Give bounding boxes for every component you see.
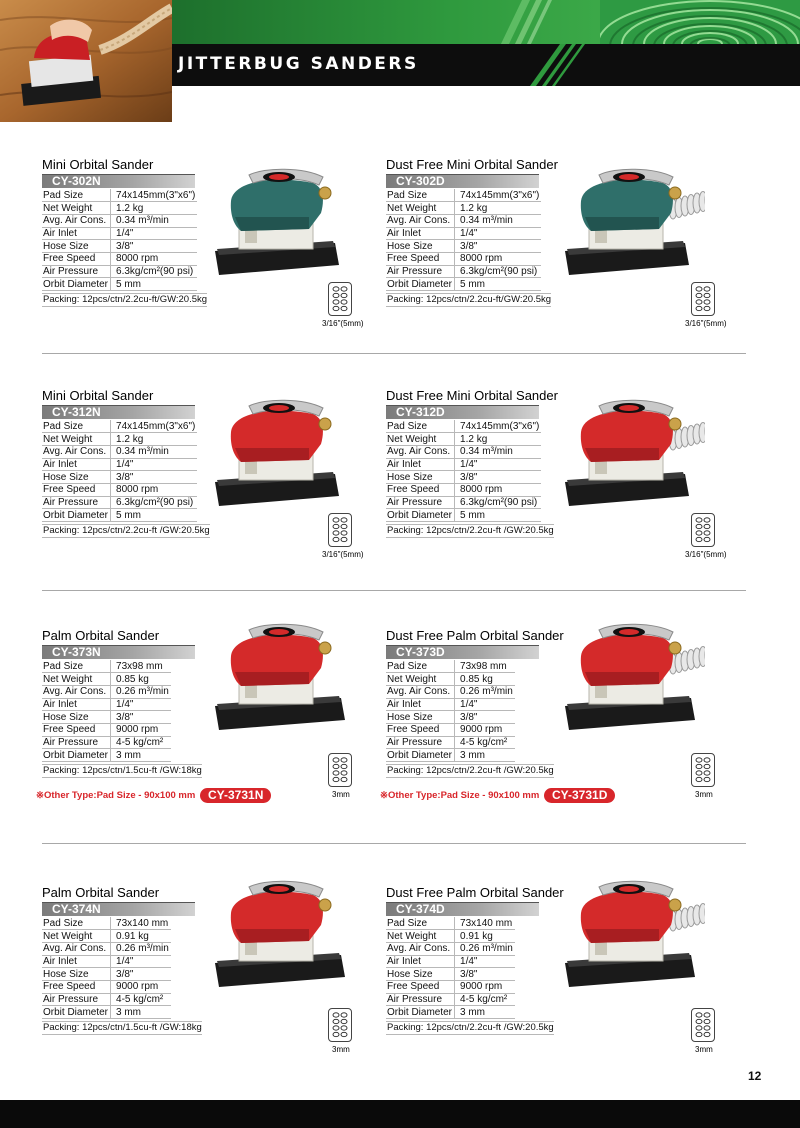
spec-row [386, 980, 515, 993]
spec-label: Avg. Air Cons. [42, 445, 111, 458]
dust-free-sander-photo [555, 620, 705, 745]
spec-row [386, 749, 515, 762]
spec-value: 3/8" [455, 471, 542, 484]
spec-value: 3/8" [111, 240, 198, 253]
spec-label: Hose Size [386, 711, 455, 724]
spec-value: 3/8" [111, 968, 171, 981]
orbit-pattern-icon [328, 282, 352, 316]
spec-row [42, 458, 197, 471]
spec-row [386, 471, 541, 484]
orbit-diameter-label: 3mm [695, 790, 713, 799]
spec-row [42, 749, 171, 762]
spec-value: 0.26 m³/min [111, 942, 171, 955]
spec-label: Air Pressure [386, 736, 455, 749]
spec-label: Free Speed [386, 723, 455, 736]
other-type-note: ※Other Type:Pad Size - 90x100 mm [380, 790, 540, 801]
spec-row [42, 227, 197, 240]
spec-label: Avg. Air Cons. [386, 685, 455, 698]
model-number: CY-373N [52, 645, 101, 659]
spec-value: 0.85 kg [455, 673, 515, 686]
spec-label: Pad Size [42, 420, 111, 433]
spec-label: Pad Size [386, 917, 455, 930]
spec-row [42, 278, 197, 291]
spec-value: 1/4" [111, 227, 198, 240]
packing-info: Packing: 12pcs/ctn/2.2cu-ft /GW:20.5kg [387, 764, 554, 776]
spec-label: Free Speed [386, 980, 455, 993]
spec-value: 0.34 m³/min [111, 214, 198, 227]
orbit-pattern-icon [328, 753, 352, 787]
spec-value: 73x98 mm [455, 660, 515, 673]
dust-free-sander-photo [555, 877, 705, 1002]
spec-row [386, 445, 541, 458]
model-number: CY-373D [396, 645, 445, 659]
spec-row [386, 917, 515, 930]
spec-table [386, 917, 515, 1019]
spec-value: 5 mm [111, 278, 198, 291]
page-number: 12 [748, 1069, 762, 1083]
spec-row [42, 496, 197, 509]
spec-label: Air Inlet [42, 955, 111, 968]
spec-value: 1/4" [111, 698, 171, 711]
orbit-diameter-label: 3/16"(5mm) [685, 550, 727, 559]
spec-value: 1/4" [455, 698, 515, 711]
spec-value: 5 mm [111, 509, 198, 522]
spec-row [42, 993, 171, 1006]
spec-row [42, 420, 197, 433]
spec-row [42, 483, 197, 496]
spec-row [386, 496, 541, 509]
spec-row [42, 917, 171, 930]
model-number-bar [386, 645, 539, 659]
spec-value: 74x145mm(3"x6") [111, 189, 198, 202]
spec-row [42, 723, 171, 736]
orbit-pattern-icon [691, 753, 715, 787]
spec-row [386, 1006, 515, 1019]
spec-label: Net Weight [42, 673, 111, 686]
orbit-pattern-icon [691, 1008, 715, 1042]
spec-label: Hose Size [386, 240, 455, 253]
spec-value: 73x98 mm [111, 660, 171, 673]
spec-label: Air Pressure [42, 993, 111, 1006]
spec-value: 4-5 kg/cm² [111, 993, 171, 1006]
spec-row [42, 240, 197, 253]
spec-value: 1.2 kg [455, 433, 542, 446]
spec-row [42, 698, 171, 711]
spec-row [386, 968, 515, 981]
spec-value: 1.2 kg [455, 202, 542, 215]
sander-photo [205, 877, 355, 1002]
spec-label: Air Pressure [386, 496, 455, 509]
spec-value: 5 mm [455, 278, 542, 291]
orbit-diameter-label: 3/16"(5mm) [685, 319, 727, 328]
spec-label: Free Speed [42, 723, 111, 736]
spec-row [42, 202, 197, 215]
spec-value: 74x145mm(3"x6") [455, 189, 542, 202]
spec-value: 3 mm [455, 1006, 515, 1019]
spec-table [42, 189, 197, 291]
orbit-pattern-icon [328, 1008, 352, 1042]
spec-value: 3 mm [111, 1006, 171, 1019]
spec-label: Net Weight [42, 202, 111, 215]
spec-value: 4-5 kg/cm² [455, 736, 515, 749]
spec-label: Net Weight [386, 202, 455, 215]
model-number-bar [42, 902, 195, 916]
spec-label: Air Inlet [386, 227, 455, 240]
spec-row [386, 698, 515, 711]
spec-value: 3 mm [111, 749, 171, 762]
spec-value: 73x140 mm [111, 917, 171, 930]
spec-value: 0.85 kg [111, 673, 171, 686]
model-number: CY-302N [52, 174, 101, 188]
spec-row [386, 240, 541, 253]
spec-row [386, 265, 541, 278]
spec-value: 6.3kg/cm²(90 psi) [455, 265, 542, 278]
section-divider [42, 590, 746, 591]
spec-label: Hose Size [42, 968, 111, 981]
spec-label: Pad Size [386, 189, 455, 202]
spec-value: 3/8" [111, 711, 171, 724]
orbit-pattern-icon [691, 513, 715, 547]
hero-photo-sanding [0, 0, 172, 122]
spec-row [42, 433, 197, 446]
model-number-bar [386, 174, 539, 188]
spec-label: Pad Size [42, 660, 111, 673]
spec-value: 3 mm [455, 749, 515, 762]
spec-label: Pad Size [42, 917, 111, 930]
orbit-diameter-label: 3/16"(5mm) [322, 319, 364, 328]
spec-label: Avg. Air Cons. [42, 685, 111, 698]
spec-label: Air Pressure [42, 265, 111, 278]
spec-row [386, 214, 541, 227]
spec-row [42, 252, 197, 265]
spec-row [42, 265, 197, 278]
packing-info: Packing: 12pcs/ctn/2.2cu-ft /GW:20.5kg [387, 524, 554, 536]
spec-label: Free Speed [42, 980, 111, 993]
spec-value: 1/4" [455, 458, 542, 471]
spec-value: 8000 rpm [455, 483, 542, 496]
product-title: Palm Orbital Sander [42, 628, 160, 643]
spec-value: 73x140 mm [455, 917, 515, 930]
spec-value: 74x145mm(3"x6") [111, 420, 198, 433]
spec-label: Orbit Diameter [42, 509, 111, 522]
spec-label: Air Inlet [42, 227, 111, 240]
spec-row [386, 278, 541, 291]
spec-row [386, 723, 515, 736]
spec-row [386, 993, 515, 1006]
spec-label: Net Weight [386, 673, 455, 686]
product-title: Palm Orbital Sander [42, 885, 160, 900]
product-title: Dust Free Mini Orbital Sander [386, 388, 558, 403]
footer-band [0, 1100, 800, 1128]
spec-value: 3/8" [455, 968, 515, 981]
spec-value: 1.2 kg [111, 202, 198, 215]
spec-row [42, 955, 171, 968]
spec-value: 74x145mm(3"x6") [455, 420, 542, 433]
spec-label: Hose Size [42, 711, 111, 724]
spec-table [42, 420, 197, 522]
spec-label: Air Inlet [42, 698, 111, 711]
packing-info: Packing: 12pcs/ctn/1.5cu-ft /GW:18kg [43, 764, 202, 776]
spec-value: 3/8" [455, 711, 515, 724]
spec-label: Net Weight [386, 433, 455, 446]
model-number: CY-312D [396, 405, 445, 419]
spec-row [386, 252, 541, 265]
sander-photo [205, 165, 355, 290]
spec-row [386, 458, 541, 471]
spec-row [386, 189, 541, 202]
spec-label: Avg. Air Cons. [42, 214, 111, 227]
spec-label: Net Weight [42, 433, 111, 446]
spec-row [42, 930, 171, 943]
product-title: Mini Orbital Sander [42, 388, 154, 403]
spec-value: 5 mm [455, 509, 542, 522]
spec-label: Orbit Diameter [42, 749, 111, 762]
model-number: CY-312N [52, 405, 101, 419]
section-divider [42, 353, 746, 354]
spec-row [386, 483, 541, 496]
spec-label: Net Weight [386, 930, 455, 943]
spec-row [386, 673, 515, 686]
spec-label: Air Inlet [386, 458, 455, 471]
page-header [0, 0, 800, 122]
packing-info: Packing: 12pcs/ctn/2.2cu-ft/GW:20.5kg [43, 293, 208, 305]
spec-row [386, 509, 541, 522]
spec-value: 9000 rpm [455, 723, 515, 736]
packing-info: Packing: 12pcs/ctn/2.2cu-ft /GW:20.5kg [387, 1021, 554, 1033]
spec-row [42, 736, 171, 749]
model-number-bar [386, 902, 539, 916]
spec-row [386, 420, 541, 433]
spec-value: 9000 rpm [111, 980, 171, 993]
spec-row [42, 685, 171, 698]
spec-value: 8000 rpm [111, 252, 198, 265]
spec-label: Air Pressure [386, 265, 455, 278]
spec-row [42, 509, 197, 522]
spec-label: Avg. Air Cons. [42, 942, 111, 955]
orbit-diameter-label: 3mm [332, 790, 350, 799]
spec-value: 6.3kg/cm²(90 psi) [111, 496, 198, 509]
spec-value: 0.26 m³/min [455, 685, 515, 698]
spec-label: Avg. Air Cons. [386, 445, 455, 458]
spec-value: 1/4" [455, 955, 515, 968]
spec-row [42, 711, 171, 724]
spec-value: 1/4" [455, 227, 542, 240]
spec-row [386, 227, 541, 240]
spec-label: Air Inlet [386, 955, 455, 968]
spec-row [386, 930, 515, 943]
spec-label: Hose Size [386, 471, 455, 484]
spec-table [42, 660, 171, 762]
spec-value: 4-5 kg/cm² [455, 993, 515, 1006]
dust-free-sander-photo [555, 396, 705, 521]
spec-label: Hose Size [42, 240, 111, 253]
spec-label: Air Pressure [42, 496, 111, 509]
orbit-diameter-label: 3mm [332, 1045, 350, 1054]
spec-value: 6.3kg/cm²(90 psi) [111, 265, 198, 278]
spec-row [42, 1006, 171, 1019]
spec-label: Orbit Diameter [386, 1006, 455, 1019]
model-number-bar [386, 405, 539, 419]
spec-row [386, 685, 515, 698]
spec-label: Orbit Diameter [42, 1006, 111, 1019]
spec-row [42, 942, 171, 955]
spec-value: 0.34 m³/min [455, 445, 542, 458]
packing-info: Packing: 12pcs/ctn/1.5cu-ft /GW:18kg [43, 1021, 202, 1033]
spec-value: 3/8" [455, 240, 542, 253]
spec-label: Orbit Diameter [386, 749, 455, 762]
other-type-note: ※Other Type:Pad Size - 90x100 mm [36, 790, 196, 801]
spec-label: Hose Size [386, 968, 455, 981]
spec-value: 0.91 kg [111, 930, 171, 943]
spec-value: 1.2 kg [111, 433, 198, 446]
spec-row [42, 445, 197, 458]
spec-label: Avg. Air Cons. [386, 942, 455, 955]
spec-table [386, 660, 515, 762]
spec-row [42, 214, 197, 227]
spec-value: 0.91 kg [455, 930, 515, 943]
spec-label: Net Weight [42, 930, 111, 943]
product-title: Mini Orbital Sander [42, 157, 154, 172]
model-number: CY-374D [396, 902, 445, 916]
spec-value: 9000 rpm [455, 980, 515, 993]
orbit-pattern-icon [328, 513, 352, 547]
spec-label: Orbit Diameter [386, 509, 455, 522]
model-number-bar [42, 405, 195, 419]
spec-label: Free Speed [386, 252, 455, 265]
product-title: Dust Free Palm Orbital Sander [386, 628, 564, 643]
orbit-diameter-label: 3mm [695, 1045, 713, 1054]
spec-value: 9000 rpm [111, 723, 171, 736]
spec-row [386, 202, 541, 215]
product-title: Dust Free Mini Orbital Sander [386, 157, 558, 172]
page-title: JITTERBUG SANDERS [178, 54, 419, 74]
dust-free-sander-photo [555, 165, 705, 290]
other-type-model-badge: CY-3731D [544, 788, 615, 803]
spec-value: 1/4" [111, 955, 171, 968]
model-number-bar [42, 174, 195, 188]
spec-row [42, 980, 171, 993]
spec-row [386, 711, 515, 724]
spec-label: Air Pressure [386, 993, 455, 1006]
section-divider [42, 843, 746, 844]
spec-label: Avg. Air Cons. [386, 214, 455, 227]
spec-label: Air Inlet [386, 698, 455, 711]
spec-table [42, 917, 171, 1019]
spec-value: 6.3kg/cm²(90 psi) [455, 496, 542, 509]
spec-label: Free Speed [42, 483, 111, 496]
spec-row [386, 433, 541, 446]
spec-label: Orbit Diameter [42, 278, 111, 291]
spec-row [42, 660, 171, 673]
sander-photo [205, 620, 355, 745]
spec-label: Pad Size [386, 420, 455, 433]
spec-label: Orbit Diameter [386, 278, 455, 291]
spec-value: 0.34 m³/min [455, 214, 542, 227]
spec-value: 3/8" [111, 471, 198, 484]
spec-label: Air Pressure [42, 736, 111, 749]
spec-label: Hose Size [42, 471, 111, 484]
spec-value: 1/4" [111, 458, 198, 471]
packing-info: Packing: 12pcs/ctn/2.2cu-ft /GW:20.5kg [43, 524, 210, 536]
spec-row [386, 660, 515, 673]
spec-label: Air Inlet [42, 458, 111, 471]
spec-label: Free Speed [386, 483, 455, 496]
header-band-stripes [470, 44, 590, 86]
spec-value: 8000 rpm [111, 483, 198, 496]
model-number-bar [42, 645, 195, 659]
spec-row [386, 736, 515, 749]
spec-row [42, 189, 197, 202]
model-number: CY-374N [52, 902, 101, 916]
spec-row [386, 942, 515, 955]
spec-label: Pad Size [42, 189, 111, 202]
spec-table [386, 420, 541, 522]
spec-row [42, 471, 197, 484]
spec-row [386, 955, 515, 968]
spec-value: 0.26 m³/min [111, 685, 171, 698]
spec-label: Pad Size [386, 660, 455, 673]
product-title: Dust Free Palm Orbital Sander [386, 885, 564, 900]
spec-row [42, 673, 171, 686]
spec-label: Free Speed [42, 252, 111, 265]
packing-info: Packing: 12pcs/ctn/2.2cu-ft/GW:20.5kg [387, 293, 552, 305]
other-type-model-badge: CY-3731N [200, 788, 271, 803]
spec-value: 0.34 m³/min [111, 445, 198, 458]
model-number: CY-302D [396, 174, 445, 188]
spec-value: 8000 rpm [455, 252, 542, 265]
spec-row [42, 968, 171, 981]
spec-value: 0.26 m³/min [455, 942, 515, 955]
sander-photo [205, 396, 355, 521]
spec-table [386, 189, 541, 291]
spec-value: 4-5 kg/cm² [111, 736, 171, 749]
orbit-diameter-label: 3/16"(5mm) [322, 550, 364, 559]
orbit-pattern-icon [691, 282, 715, 316]
